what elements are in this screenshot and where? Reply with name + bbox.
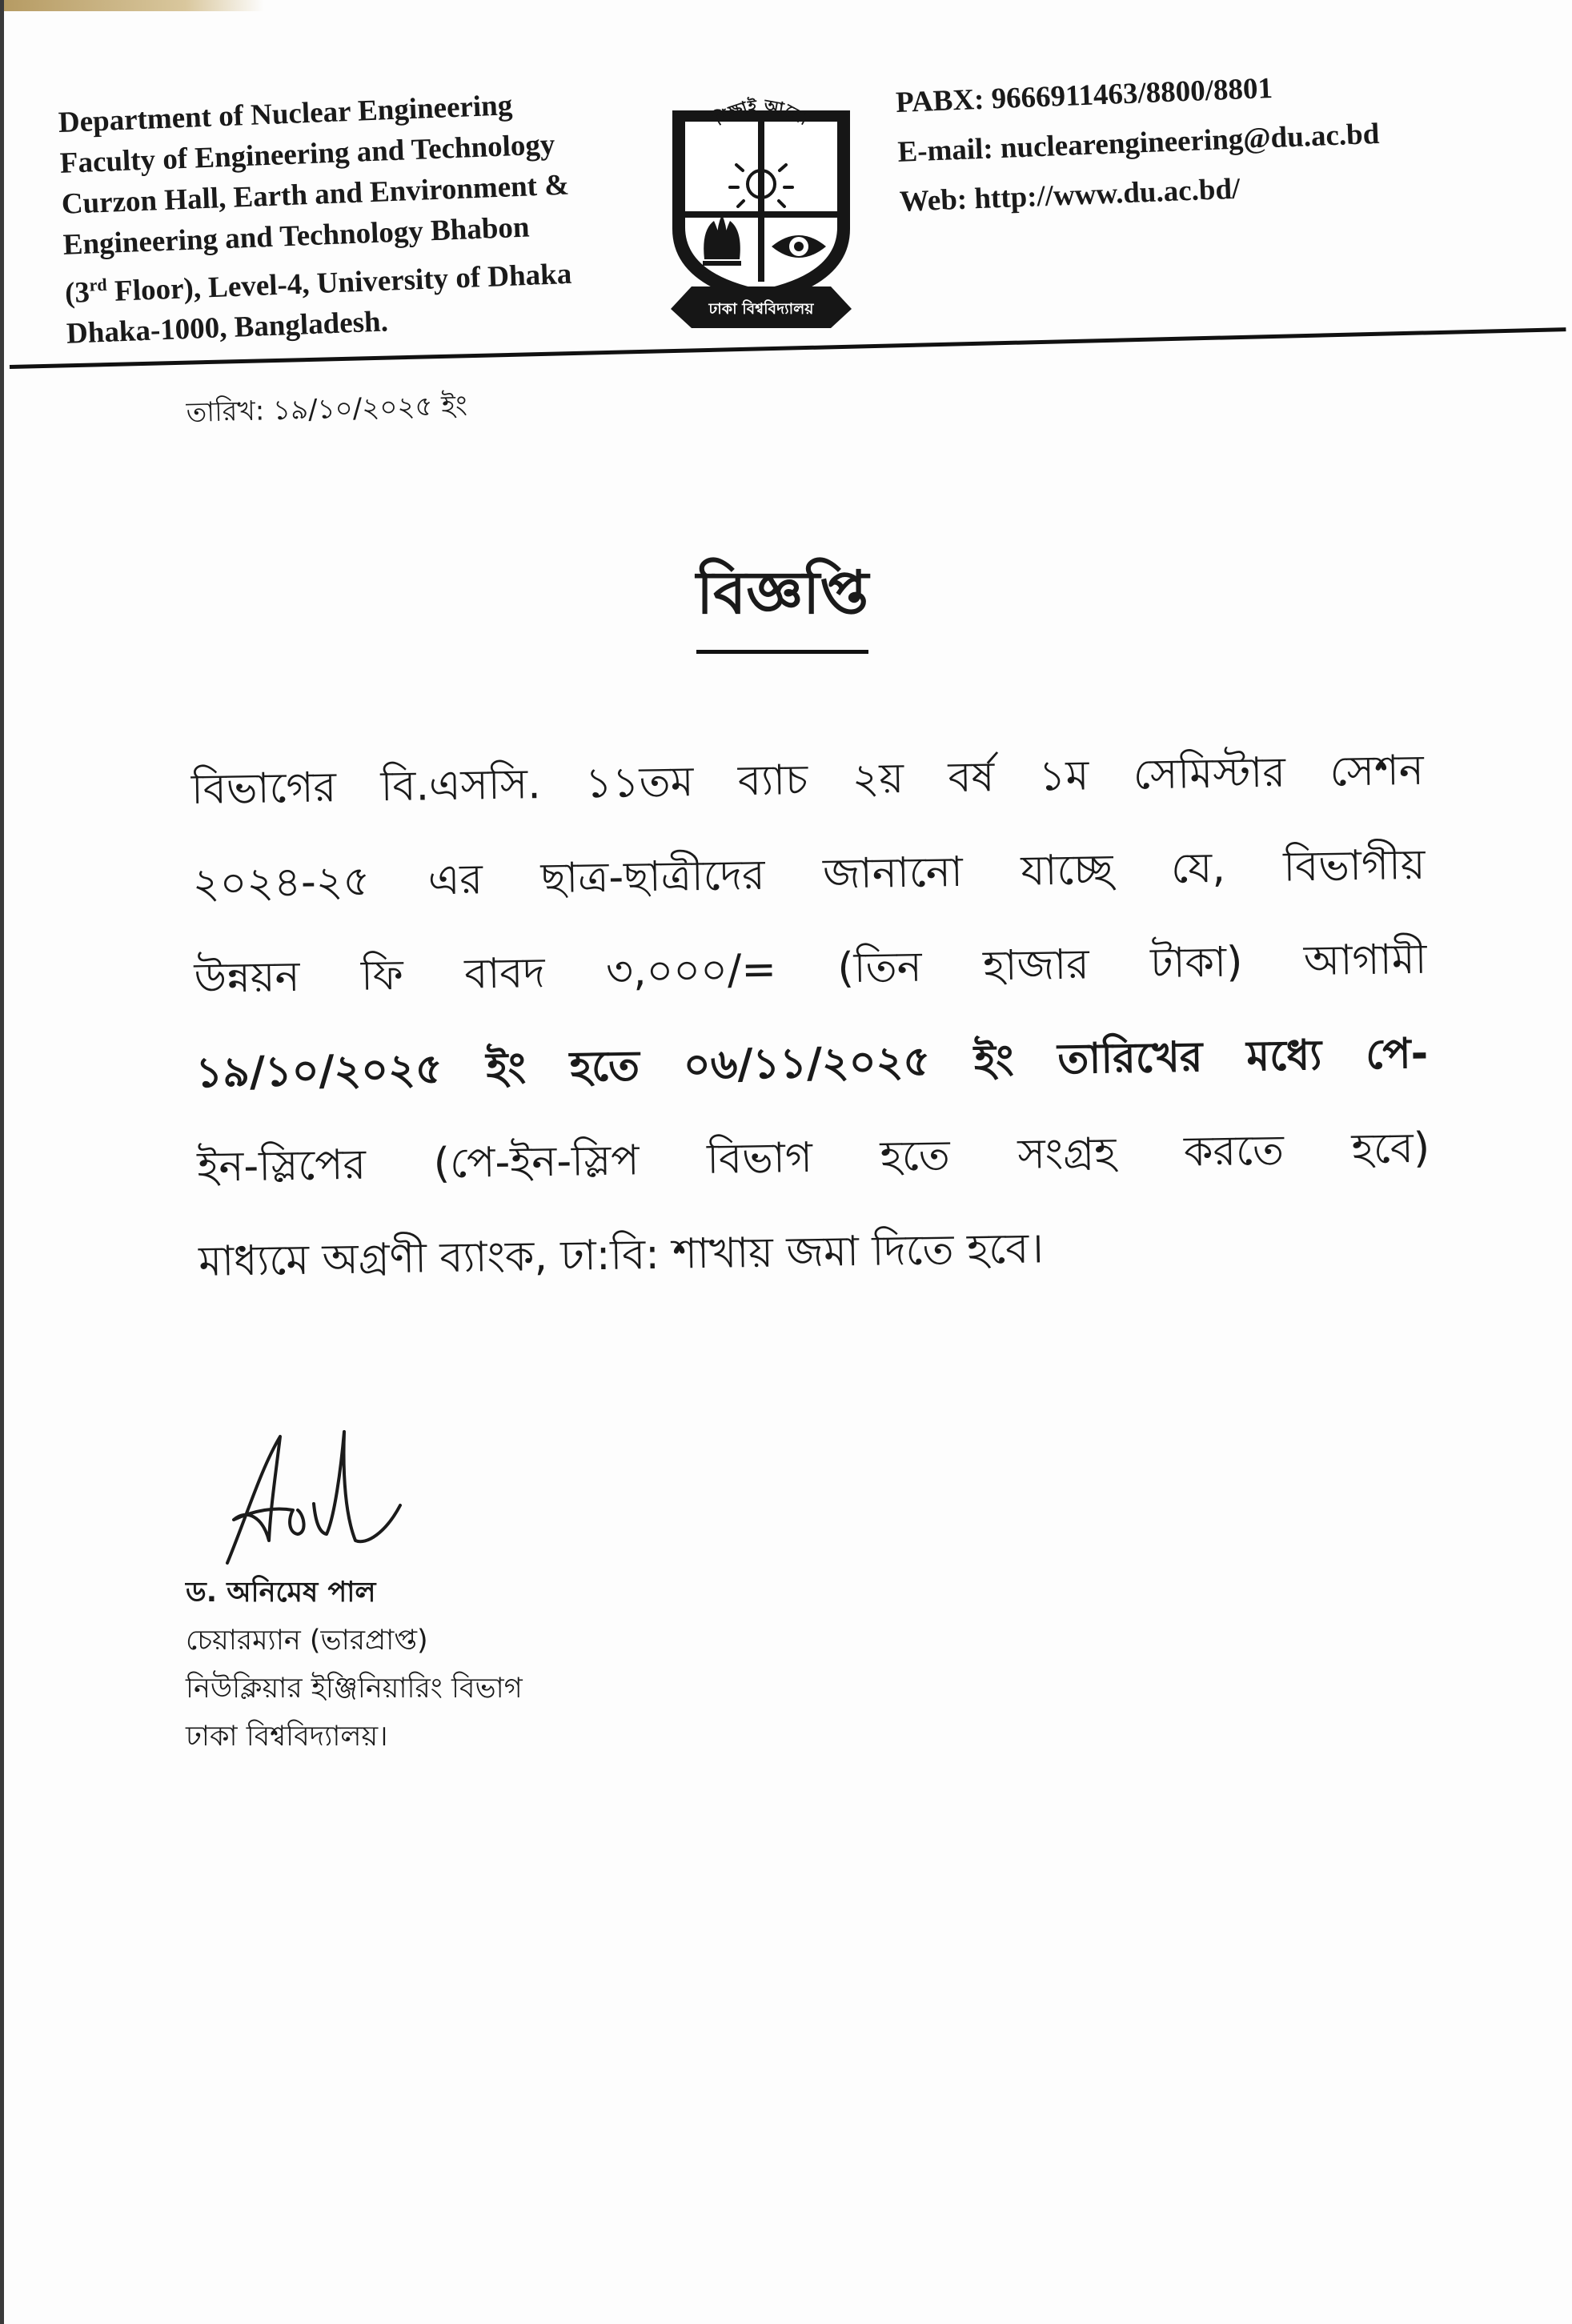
word: (পে-ইন-স্লিপ <box>433 1136 640 1188</box>
end-date: ০৬/১১/২০২৫ <box>683 1037 931 1090</box>
address-floor-prefix: (3 <box>64 275 90 311</box>
address-line-3: Curzon Hall, Earth and Environment & <box>61 168 570 221</box>
word: এর <box>427 855 483 905</box>
word: হাজার <box>982 940 1090 991</box>
word: হতে <box>880 1132 951 1181</box>
address-line-2: Faculty of Engineering and Technology <box>59 128 556 180</box>
seal-ribbon-text: ঢাকা বিশ্ববিদ্যালয় <box>708 300 814 318</box>
signatory-name: ড. অনিমেষ পাল <box>186 1577 376 1609</box>
address-floor-suffix: rd <box>89 274 108 295</box>
word: ২০২৪-২৫ <box>192 857 371 908</box>
word: বিভাগীয় <box>1282 840 1426 892</box>
pabx-number: PABX: 9666911463/8800/8801 <box>895 71 1273 119</box>
address-line-1: Department of Nuclear Engineering <box>58 89 513 139</box>
word: বিভাগ <box>706 1133 813 1184</box>
notice-title: বিজ্ঞপ্তি <box>696 548 868 654</box>
word: ১১তম <box>584 758 694 808</box>
handwritten-signature-icon <box>215 1420 407 1581</box>
word: করতে <box>1183 1126 1285 1176</box>
word: হবে) <box>1351 1124 1430 1174</box>
body-line-3 <box>194 912 1428 1026</box>
word: ফি <box>360 951 404 1000</box>
word: সেশন <box>1329 746 1425 796</box>
word: বি.এসসি. <box>380 760 542 811</box>
contact-info <box>895 54 1557 227</box>
word: ব্যাচ <box>737 755 808 806</box>
word: বিভাগের <box>190 763 337 814</box>
signatory-university: ঢাকা বিশ্ববিদ্যালয়। <box>186 1721 388 1753</box>
signatory-department: নিউক্লিয়ার ইঞ্জিনিয়ারিং বিভাগ <box>186 1673 523 1705</box>
department-address <box>58 80 660 355</box>
word: যে, <box>1170 843 1226 893</box>
word: ২য় <box>852 755 904 804</box>
word: ইন-স্লিপের <box>196 1140 367 1192</box>
word: ইং <box>973 1036 1014 1085</box>
word: আগামী <box>1303 935 1427 986</box>
signatory-block <box>186 1569 523 1761</box>
word: হতে <box>569 1042 640 1092</box>
website-address: Web: http://www.du.ac.bd/ <box>899 172 1241 218</box>
word: সংগ্রহ <box>1017 1128 1117 1179</box>
word: জানানো <box>822 847 964 899</box>
word: টাকা) <box>1149 938 1243 988</box>
word: সেমিস্টার <box>1133 748 1286 799</box>
start-date: ১৯/১০/২০২৫ <box>195 1045 443 1097</box>
word: উন্নয়ন <box>194 952 300 1003</box>
body-line-5 <box>196 1101 1430 1215</box>
word: ছাত্র-ছাত্রীদের <box>540 851 766 904</box>
page-left-edge <box>0 0 4 2324</box>
word: মধ্যে <box>1245 1031 1322 1081</box>
word: যাচ্ছে <box>1020 845 1114 896</box>
page-edge-shadow <box>0 0 264 11</box>
word: ইং <box>486 1044 527 1093</box>
body-line-6: মাধ্যমে অগ্রণী ব্যাংক, ঢা:বি: শাখায় জমা দিতে হবে। <box>198 1224 1045 1286</box>
notice-body <box>190 723 1432 1309</box>
word: বর্ষ <box>948 753 995 803</box>
notice-date: তারিখ: ১৯/১০/২০২৫ ইং <box>186 389 468 429</box>
word: বাবদ <box>463 949 546 999</box>
fee-amount: ৩,০০০/= <box>605 945 777 996</box>
address-floor-rest: Floor), Level-4, University of Dhaka <box>106 257 572 309</box>
university-of-dhaka-seal-icon <box>663 94 860 331</box>
signatory-designation: চেয়ারম্যান (ভারপ্রাপ্ত) <box>186 1625 428 1657</box>
word: (তিন <box>836 943 923 993</box>
word: ১ম <box>1038 751 1089 801</box>
word: তারিখের <box>1057 1033 1203 1084</box>
body-line-1 <box>190 723 1425 837</box>
address-line-4: Engineering and Technology Bhabon <box>62 210 531 262</box>
address-line-6: Dhaka-1000, Bangladesh. <box>66 305 389 351</box>
svg-text:শিক্ষাই আলো: শিক্ষাই আলো <box>710 95 812 130</box>
email-address: E-mail: nuclearengineering@du.ac.bd <box>896 117 1381 169</box>
word: পে- <box>1365 1029 1429 1079</box>
